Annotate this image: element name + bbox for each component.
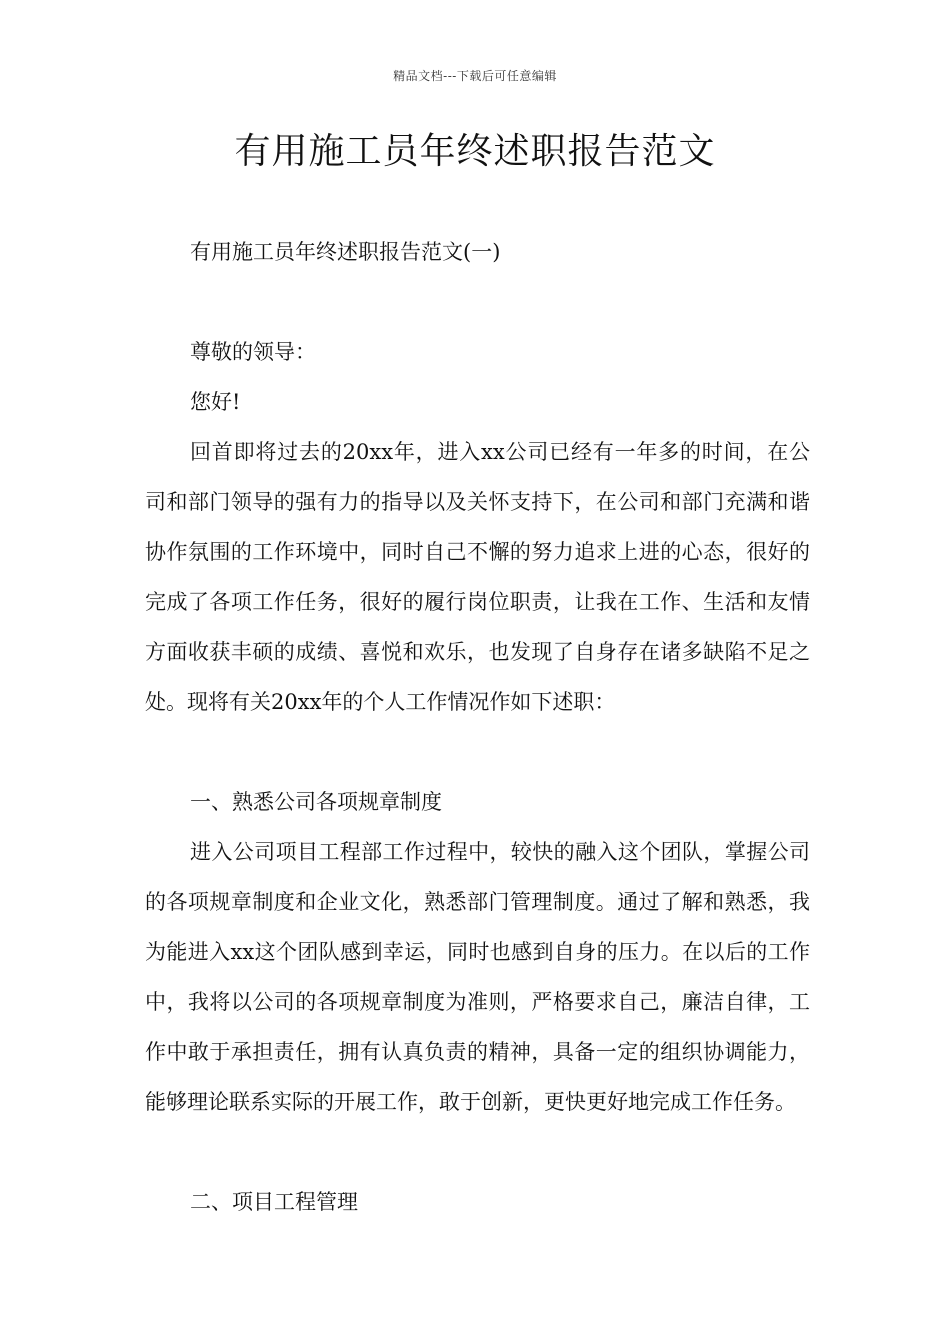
greeting: 您好! — [190, 390, 241, 414]
document-title: 有用施工员年终述职报告范文 — [234, 131, 716, 172]
body-paragraph-2: 进入公司项目工程部工作过程中，较快的融入这个团队，掌握公司的各项规章制度和企业文化，熟悉部门管理制度。通过了解和熟悉，我为能进入xx这个团队感到幸运，同时也感到自身的压力。在以后的工作中，我将以公司的各项规章制度为准则，严格要求自己，廉洁自律，工作中敢于承担责任，拥有认真负责的精神，具备一定的组织协调能力，能够理论联系实际的开展工作，敢于创新，更快更好地完成工作任务。 — [145, 840, 810, 1114]
document-subtitle: 有用施工员年终述职报告范文(一) — [190, 240, 501, 264]
body-paragraph-1: 回首即将过去的20xx年，进入xx公司已经有一年多的时间，在公司和部门领导的强有力的指导以及关怀支持下，在公司和部门充满和谐协作氛围的工作环境中，同时自己不懈的努力追求上进的心态，很好的完成了各项工作任务，很好的履行岗位职责，让我在工作、生活和友情方面收获丰硕的成绩、喜悦和欢乐，也发现了自身存在诸多缺陷不足之处。现将有关20xx年的个人工作情况作如下述职： — [145, 440, 810, 714]
section-heading-1: 一、熟悉公司各项规章制度 — [190, 790, 442, 814]
header-note: 精品文档---下载后可任意编辑 — [393, 69, 557, 83]
salutation: 尊敬的领导： — [190, 340, 316, 364]
section-heading-2: 二、项目工程管理 — [190, 1190, 358, 1214]
